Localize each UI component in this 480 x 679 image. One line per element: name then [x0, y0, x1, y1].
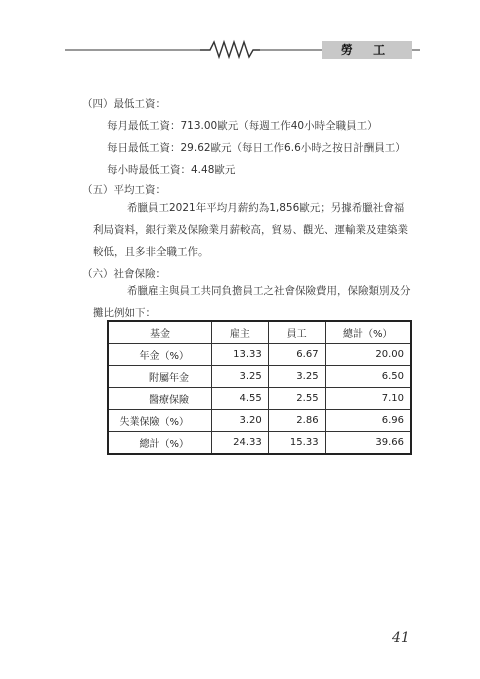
table-cell: 24.33 [212, 432, 269, 455]
table-cell: 2.55 [268, 388, 325, 410]
social-insurance-table [107, 320, 412, 455]
section4-heading: （四）最低工資： [82, 98, 166, 110]
table-cell: 20.00 [325, 344, 411, 366]
table-row-label: 失業保險（%） [108, 410, 212, 432]
table-header-cell: 雇主 [212, 321, 269, 344]
table-row [108, 388, 411, 410]
table-row-label: 醫療保險 [108, 388, 212, 410]
table-cell: 15.33 [268, 432, 325, 455]
page-number: 41 [392, 630, 410, 646]
table-cell: 6.96 [325, 410, 411, 432]
table-cell: 13.33 [212, 344, 269, 366]
table-header-cell: 員工 [268, 321, 325, 344]
table-cell: 6.67 [268, 344, 325, 366]
header-chapter-tab: 勞 工 [322, 41, 412, 59]
table-cell: 39.66 [325, 432, 411, 455]
table-header-cell: 基金 [108, 321, 212, 344]
table-row-total [108, 432, 411, 455]
section4-line-hourly: 每小時最低工資：4.48歐元 [107, 164, 236, 176]
table-cell: 3.25 [212, 366, 269, 388]
table-cell: 3.25 [268, 366, 325, 388]
table-row [108, 366, 411, 388]
table-row [108, 344, 411, 366]
table-cell: 6.50 [325, 366, 411, 388]
header-wave-rule [0, 0, 480, 70]
page-header [0, 0, 480, 70]
table-row-label: 附屬年金 [108, 366, 212, 388]
section6-paragraph: 希臘雇主與員工共同負擔員工之社會保險費用，保險類別及分攤比例如下： [93, 285, 411, 319]
table-cell: 7.10 [325, 388, 411, 410]
table-cell: 4.55 [212, 388, 269, 410]
table-cell: 2.86 [268, 410, 325, 432]
table-header-row [108, 321, 411, 344]
table-row-label: 總計（%） [108, 432, 212, 455]
section5-heading: （五）平均工資： [82, 184, 166, 196]
section4-line-monthly: 每月最低工資：713.00歐元（每週工作40小時全職員工） [107, 120, 378, 132]
section5-paragraph: 希臘員工2021年平均月薪約為1,856歐元；另據希臘社會福利局資料，銀行業及保險業月薪較高，貿易、觀光、運輸業及建築業較低，且多非全職工作。 [93, 202, 408, 258]
table-row [108, 410, 411, 432]
section6-heading: （六）社會保險： [82, 268, 166, 280]
table-row-label: 年金（%） [108, 344, 212, 366]
section4-line-daily: 每日最低工資：29.62歐元（每日工作6.6小時之按日計酬員工） [107, 142, 406, 154]
table-cell: 3.20 [212, 410, 269, 432]
table-header-cell: 總計（%） [325, 321, 411, 344]
